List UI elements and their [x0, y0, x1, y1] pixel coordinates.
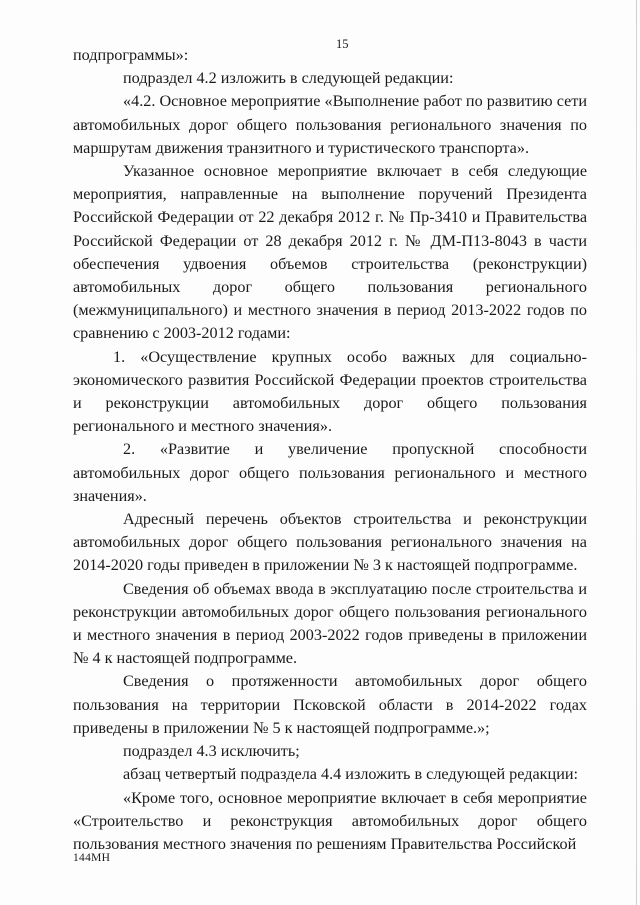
paragraph-continuation: подпрограммы»:	[73, 46, 189, 64]
paragraph-main-activity-description: Указанное основное мероприятие включает в себя следующие мероприятия, направленные на выполнение поручений Президента Российской Федерации от 22 декабря 2012 г. № Пр-3410 и Правительства Российской Федерации от 28 декабря 2012 г. № ДМ-П13-8043 в части обеспечения удвоения объемов строительства (реконструкции) автомобильных дорог общего пользования регионального (межмуниципального) и местного значения в период 2013-2022 годов по сравнению с 2003-2012 годами:	[73, 162, 587, 343]
paragraph-section-4-2-title: «4.2. Основное мероприятие «Выполнение работ по развитию сети автомобильных дорог общего пользования регионального значения по маршрутам движения транзитного и туристического транспорта».	[73, 92, 587, 157]
paragraph-address-list: Адресный перечень объектов строительства и реконструкции автомобильных дорог общего пользования регионального значения на 2014-2020 годы приведен в приложении № 3 к настоящей подпрограмме.	[73, 510, 587, 575]
footer-document-code: 144МН	[73, 852, 111, 864]
paragraph-road-length-data: Сведения о протяженности автомобильных дорог общего пользования на территории Псковской области в 2014-2022 годах приведены в приложении № 5 к настоящей подпрограмме.»;	[73, 672, 587, 737]
paragraph-exclude-4-3: подраздел 4.3 исключить;	[123, 742, 300, 761]
paragraph-list-item-2: 2. «Развитие и увеличение пропускной способности автомобильных дорог общего пользования регионального и местного значения».	[73, 440, 587, 505]
scan-edge-line	[636, 0, 637, 905]
page-number: 15	[336, 37, 349, 51]
paragraph-commissioning-data: Сведения об объемах ввода в эксплуатацию после строительства и реконструкции автомобильных дорог общего пользования регионального и местного значения в период 2003-2022 годов приведены в приложении № 4 к настоящей подпрограмме.	[73, 579, 587, 668]
document-body	[73, 44, 587, 856]
paragraph-section-4-4-text: «Кроме того, основное мероприятие включает в себя мероприятие «Строительство и реконструкция автомобильных дорог общего пользования местного значения по решениям Правительства Российской	[73, 788, 587, 853]
paragraph-instruction-4-2: подраздел 4.2 изложить в следующей редакции:	[123, 69, 454, 88]
paragraph-instruction-4-4: абзац четвертый подраздела 4.4 изложить в следующей редакции:	[123, 765, 579, 784]
paragraph-list-item-1: 1. «Осуществление крупных особо важных для социально-экономического развития Российской Федерации проектов строительства и реконструкции автомобильных дорог общего пользования регионального и местного значения».	[73, 347, 587, 436]
